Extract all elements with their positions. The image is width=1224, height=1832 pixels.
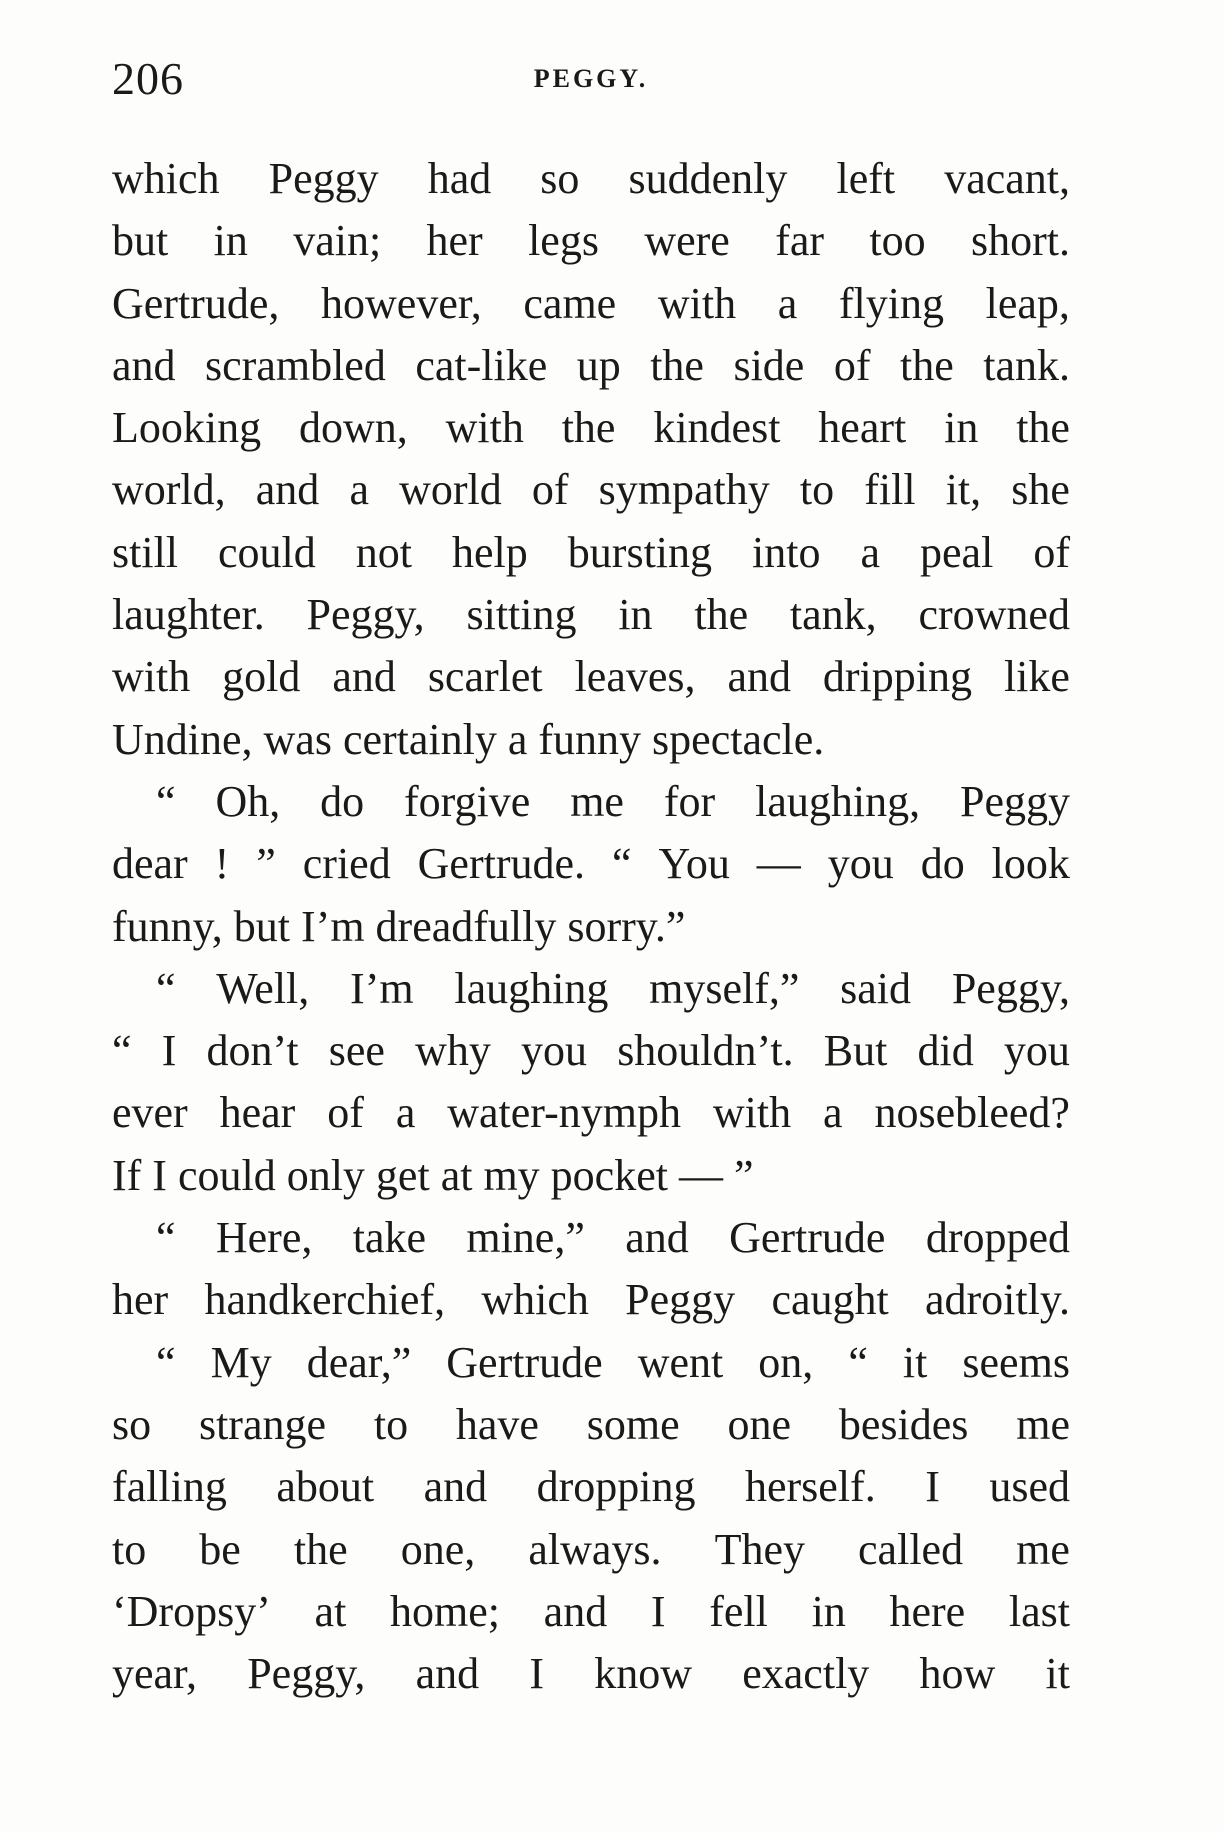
text-line: but in vain; her legs were far too short. (112, 216, 1070, 266)
text-line: laughter. Peggy, sitting in the tank, crowned (112, 590, 1070, 640)
text-line: dear ! ” cried Gertrude. “ You — you do look (112, 839, 1070, 889)
text-line: Looking down, with the kindest heart in the (112, 403, 1070, 453)
text-line: and scrambled cat-like up the side of the tank. (112, 340, 1070, 390)
text-line: If I could only get at my pocket — ” (112, 1150, 754, 1200)
text-line: “ My dear,” Gertrude went on, “ it seems (156, 1337, 1070, 1387)
paragraph (112, 958, 1070, 1207)
body-text (112, 148, 1070, 1705)
text-line: Gertrude, however, came with a flying leap, (112, 278, 1070, 328)
text-line: with gold and scarlet leaves, and dripping like (112, 652, 1070, 702)
running-title: PEGGY. (533, 64, 649, 93)
text-line: her handkerchief, which Peggy caught adroitly. (112, 1275, 1070, 1325)
text-line: “ Well, I’m laughing myself,” said Peggy, (156, 963, 1070, 1013)
text-line: “ Here, take mine,” and Gertrude dropped (156, 1213, 1070, 1263)
text-line: Undine, was certainly a funny spectacle. (112, 714, 825, 764)
text-line: “ Oh, do forgive me for laughing, Peggy (156, 776, 1070, 826)
text-line: ever hear of a water-nymph with a nosebleed? (112, 1088, 1070, 1138)
text-line: ‘Dropsy’ at home; and I fell in here last (112, 1586, 1070, 1636)
page-number: 206 (112, 53, 184, 104)
text-line: so strange to have some one besides me (112, 1399, 1070, 1449)
text-line: to be the one, always. They called me (112, 1524, 1070, 1574)
text-line: funny, but I’m dreadfully sorry.” (112, 901, 686, 951)
text-line: world, and a world of sympathy to fill it, she (112, 465, 1070, 515)
page-header (112, 52, 1070, 112)
text-line: falling about and dropping herself. I used (112, 1462, 1070, 1512)
paragraph (112, 1332, 1070, 1706)
paragraph (112, 1207, 1070, 1332)
text-line: which Peggy had so suddenly left vacant, (112, 154, 1070, 203)
text-line: year, Peggy, and I know exactly how it (112, 1649, 1070, 1699)
paragraph (112, 771, 1070, 958)
text-line: “ I don’t see why you shouldn’t. But did you (112, 1026, 1070, 1076)
paragraph (112, 148, 1070, 771)
text-line: still could not help bursting into a peal of (112, 527, 1070, 577)
